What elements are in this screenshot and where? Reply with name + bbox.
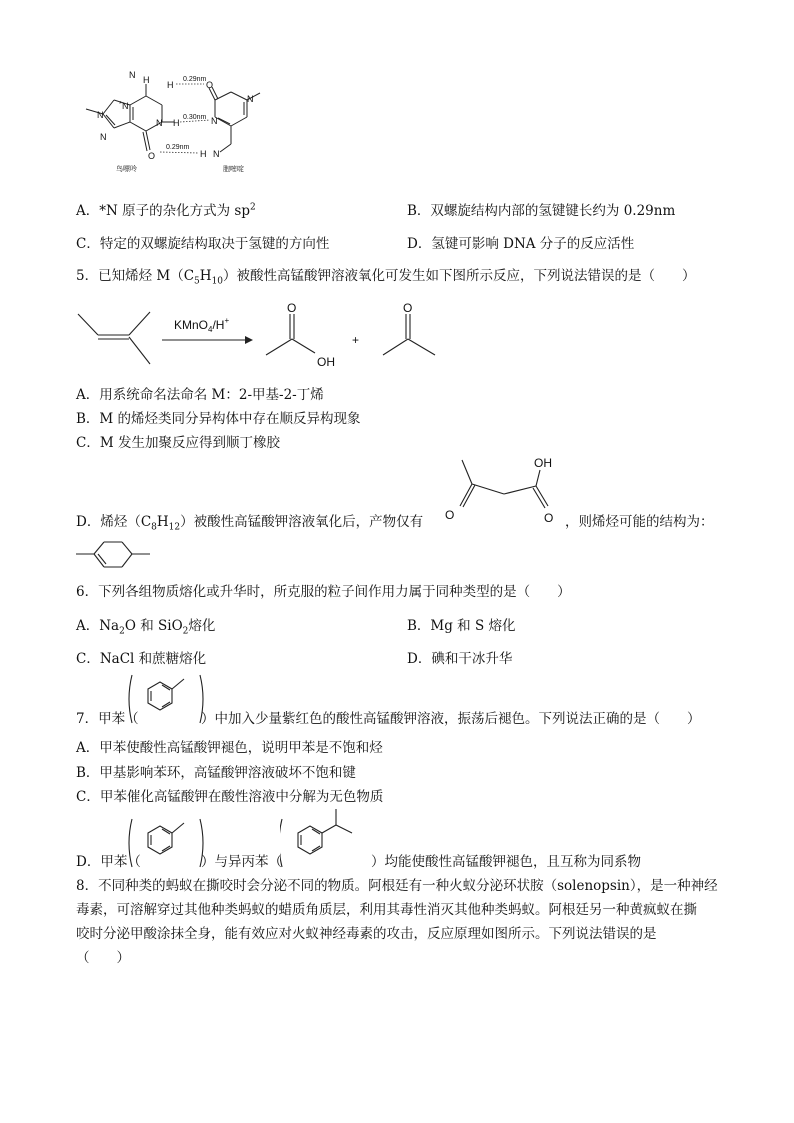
- q5-d-post: ，则烯烃可能的结构为：: [565, 514, 714, 530]
- q4-option-d: D．氢键可影响 DNA 分子的反应活性: [407, 236, 635, 252]
- q6-option-d: D．碘和干冰升华: [407, 651, 513, 667]
- acetoacetic-oh: OH: [534, 456, 552, 470]
- q4-option-b: B．双螺旋结构内部的氢键键长约为 0.29nm: [407, 203, 676, 219]
- atom-n-amine-cyt: N: [213, 149, 220, 159]
- atom-n7: N: [122, 101, 129, 111]
- q5-option-c: C．M 发生加聚反应得到顺丁橡胶: [76, 435, 280, 451]
- cumene-structure: [280, 805, 376, 869]
- q8-line-2: 毒素，可溶解穿过其他种类蚂蚁的蜡质角质层，利用其毒性消灭其他种类蚂蚁。阿根廷另一种黄疯蚁在撕: [76, 902, 697, 918]
- q7-option-d-mid: ）与异丙苯（: [201, 854, 282, 870]
- toluene-structure: [126, 673, 206, 725]
- q6-option-c: C．NaCl 和蔗糖熔化: [76, 651, 207, 667]
- q5-d-sub-8: 8: [151, 522, 157, 533]
- q7-option-a: A．甲苯使酸性高锰酸钾褪色，说明甲苯是不饱和烃: [76, 740, 383, 756]
- q8-line-1: 8．不同种类的蚂蚁在撕咬时会分泌不同的物质。阿根廷有一种火蚁分泌环状胺（solenopsin），是一种神经: [76, 878, 718, 894]
- acetoacetic-o2: O: [544, 511, 554, 525]
- atom-n3-cyt: N: [211, 116, 218, 126]
- q5-option-b: B．M 的烯烃类同分异构体中存在顺反异构现象: [76, 411, 361, 427]
- q7-option-d-post: ）均能使酸性高锰酸钾褪色，且互称为同系物: [371, 854, 641, 870]
- acetoacetic-o1: O: [445, 508, 455, 522]
- atom-h-3: H: [173, 118, 180, 128]
- bond-length-3: 0.29nm: [166, 144, 190, 151]
- acetic-acid-o: O: [287, 301, 297, 315]
- q6-a-mid: O 和 SiO: [124, 618, 183, 634]
- atom-n1-cyt: N: [247, 94, 254, 104]
- q6-option-a: [76, 614, 215, 637]
- q6-a-post: 熔化: [188, 618, 216, 634]
- atom-h-2: H: [167, 80, 174, 90]
- acetone-o: O: [403, 301, 413, 315]
- svg-text:KMnO4/H+: [174, 316, 229, 334]
- atom-n-ring: N: [100, 132, 107, 142]
- atom-o-cyt: O: [206, 80, 214, 90]
- reagent-kmno: KMnO: [174, 318, 209, 332]
- q7-option-d-pre: D．甲苯（: [76, 854, 141, 870]
- q6-a-sub2: 2: [182, 626, 189, 637]
- q4-option-a-text: A．*N 原子的杂化方式为 sp: [76, 203, 250, 219]
- q5-d-mid: ）被酸性高锰酸钾溶液氧化后，产物仅有: [180, 514, 424, 530]
- q5-d-sub-12: 12: [168, 522, 181, 533]
- q5-sub-5: 5: [194, 276, 200, 287]
- guanine-name: 鸟嘌呤: [116, 166, 137, 173]
- reagent-h: /H: [212, 318, 225, 332]
- cytosine-name: 胞嘧啶: [223, 166, 244, 173]
- dimethylcyclohexene-structure: [74, 537, 154, 573]
- reagent-sub-4: 4: [208, 325, 213, 334]
- q7-stem-post: ）中加入少量紫红色的酸性高锰酸钾溶液，振荡后褪色。下列说法正确的是（ ）: [201, 711, 701, 727]
- atom-n-amino: N: [129, 70, 136, 80]
- plus-sign: +: [352, 333, 360, 347]
- q4-option-a: [76, 199, 256, 219]
- q5-d-h: H: [156, 514, 169, 530]
- q5-reaction-scheme: [70, 298, 460, 376]
- q8-line-3: 咬时分泌甲酸涂抹全身，能有效应对火蚁神经毒素的攻击，反应原理如图所示。下列说法错误的是: [76, 926, 657, 942]
- q5-option-d: [76, 510, 423, 533]
- base-pair-figure: [70, 62, 280, 180]
- atom-o-guanine: O: [148, 151, 156, 161]
- q7-option-c: C．甲苯催化高锰酸钾在酸性溶液中分解为无色物质: [76, 789, 384, 805]
- acetic-acid-oh: OH: [317, 355, 335, 369]
- q5-option-a: A．用系统命名法命名 M：2-甲基-2-丁烯: [76, 387, 324, 403]
- toluene-structure-d: [126, 817, 206, 869]
- bond-length-1: 0.29nm: [183, 76, 207, 83]
- q6-a-sub: 2: [119, 626, 125, 637]
- atom-h-1: H: [143, 75, 150, 85]
- reagent-sup-plus: +: [224, 316, 230, 325]
- bond-length-2: 0.30nm: [183, 114, 207, 121]
- atom-h-cyt: H: [200, 149, 207, 159]
- q6-option-b: B．Mg 和 S 熔化: [407, 618, 516, 634]
- atom-n1: N: [156, 118, 163, 128]
- q5-d-pre: D．烯烃（C: [76, 514, 152, 530]
- q8-line-4: （ ）: [76, 950, 130, 966]
- q5-stem-post: ）被酸性高锰酸钾溶液氧化可发生如下图所示反应，下列说法错误的是（ ）: [223, 268, 696, 284]
- q6-stem: 6．下列各组物质熔化或升华时，所克服的粒子间作用力属于同种类型的是（ ）: [76, 584, 571, 600]
- q4-option-c: C．特定的双螺旋结构取决于氢键的方向性: [76, 236, 330, 252]
- q4-option-a-sup: 2: [249, 202, 256, 213]
- q7-option-b: B．甲基影响苯环，高锰酸钾溶液破坏不饱和键: [76, 765, 356, 781]
- acetoacetic-acid-structure: [440, 452, 570, 530]
- atom-star: *: [119, 101, 122, 108]
- q6-a-pre: A．Na: [76, 618, 120, 634]
- q5-sub-10: 10: [211, 276, 224, 287]
- q7-stem-pre: 7．甲苯（: [76, 711, 139, 727]
- q5-stem: [76, 264, 696, 287]
- atom-n9: N: [97, 110, 104, 120]
- q5-stem-pre: 5．已知烯烃 M（C: [76, 268, 195, 284]
- q5-h: H: [199, 268, 212, 284]
